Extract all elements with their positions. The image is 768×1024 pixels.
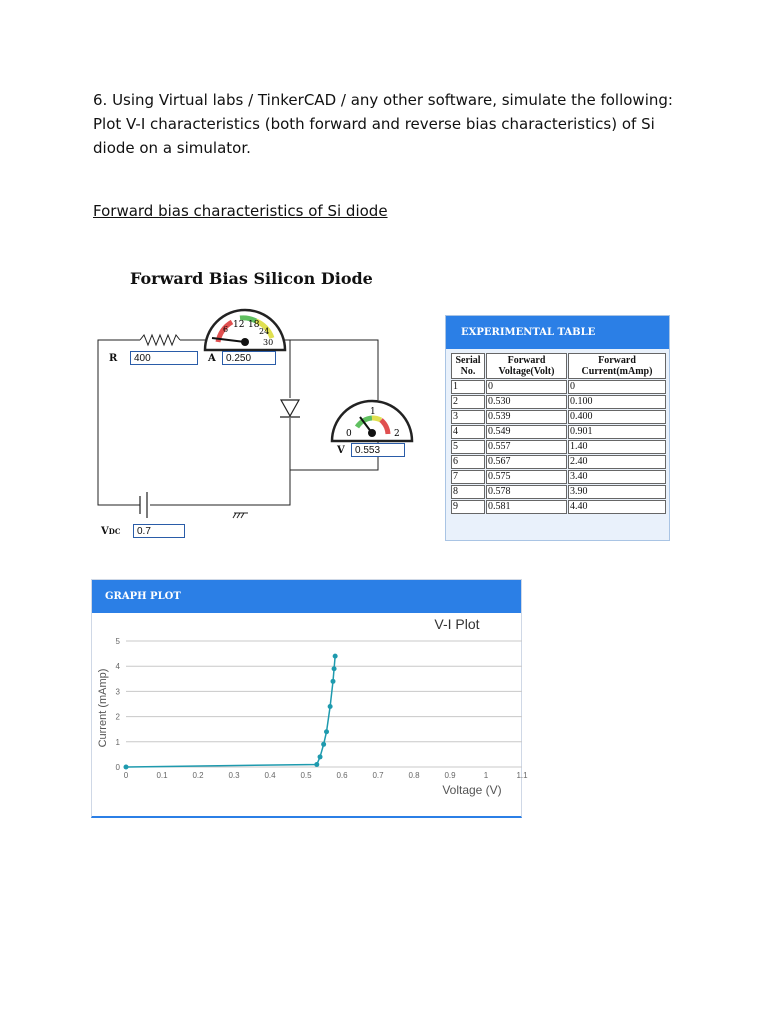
header-voltage-l2: Voltage(Volt) xyxy=(498,366,555,377)
ammeter-value-field: 0.250 xyxy=(222,351,276,365)
cell-current: 0.100 xyxy=(568,395,666,409)
cell-current: 3.40 xyxy=(568,470,666,484)
cell-serial: 7 xyxy=(451,470,485,484)
cell-voltage: 0.567 xyxy=(486,455,567,469)
cell-serial: 2 xyxy=(451,395,485,409)
ground-icon xyxy=(233,513,248,518)
y-tick-label: 0 xyxy=(115,763,120,772)
source-value-field[interactable]: 0.7 xyxy=(133,524,185,538)
cell-voltage: 0.581 xyxy=(486,500,567,514)
cell-current: 2.40 xyxy=(568,455,666,469)
table-row xyxy=(451,470,666,484)
header-current-l1: Forward xyxy=(598,355,636,366)
resistor-value-field[interactable]: 400 xyxy=(130,351,198,365)
x-tick-label: 1 xyxy=(483,771,489,780)
data-point xyxy=(321,742,326,747)
cell-voltage: 0.557 xyxy=(486,440,567,454)
y-tick-label: 3 xyxy=(115,687,120,697)
chart-ylabel: Current (mAmp) xyxy=(97,668,109,748)
x-tick-label: 0.4 xyxy=(264,771,276,780)
source-label-v: V xyxy=(101,526,109,537)
data-point xyxy=(328,704,333,709)
source-label-sub: DC xyxy=(108,527,121,536)
header-serial-l1: Serial xyxy=(455,355,481,366)
table-row xyxy=(451,380,666,394)
y-tick-label: 1 xyxy=(115,737,120,747)
question-line-1: 6. Using Virtual labs / TinkerCAD / any other software, simulate the following: xyxy=(93,91,673,109)
question-line-3: diode on a simulator. xyxy=(93,139,251,157)
resistor-label: R xyxy=(109,353,118,364)
header-current xyxy=(568,353,666,379)
x-tick-label: 0 xyxy=(123,771,129,780)
table-row xyxy=(451,485,666,499)
vi-chart xyxy=(92,613,528,816)
data-point xyxy=(324,729,329,734)
experimental-table xyxy=(450,352,667,515)
x-tick-label: 0.2 xyxy=(192,771,204,780)
cell-current: 3.90 xyxy=(568,485,666,499)
ammeter-scale-6: 6 xyxy=(223,325,229,334)
voltmeter-scale-2: 2 xyxy=(394,429,400,439)
voltmeter-label: V xyxy=(337,445,345,456)
table-row xyxy=(451,500,666,514)
source-label xyxy=(101,526,120,537)
x-tick-label: 0.5 xyxy=(300,771,312,780)
graph-panel xyxy=(91,579,528,818)
x-tick-label: 0.9 xyxy=(444,771,456,780)
cell-serial: 1 xyxy=(451,380,485,394)
ammeter-scale-30: 30 xyxy=(263,338,274,347)
data-point xyxy=(332,666,337,671)
table-title: EXPERIMENTAL TABLE xyxy=(446,316,669,349)
cell-current: 1.40 xyxy=(568,440,666,454)
diode-icon xyxy=(280,400,300,417)
x-tick-label: 0.3 xyxy=(228,771,240,780)
ammeter-scale-18: 18 xyxy=(248,320,260,330)
cell-serial: 4 xyxy=(451,425,485,439)
data-point xyxy=(331,679,336,684)
cell-voltage: 0.578 xyxy=(486,485,567,499)
cell-voltage: 0.539 xyxy=(486,410,567,424)
section-subheading: Forward bias characteristics of Si diode xyxy=(93,202,388,220)
header-current-l2: Current(mAmp) xyxy=(581,366,653,377)
cell-serial: 8 xyxy=(451,485,485,499)
cell-serial: 9 xyxy=(451,500,485,514)
resistor-icon xyxy=(140,335,180,345)
cell-current: 0.400 xyxy=(568,410,666,424)
voltmeter-scale-1: 1 xyxy=(370,407,376,417)
ammeter-scale-12: 12 xyxy=(233,320,245,330)
cell-voltage: 0.530 xyxy=(486,395,567,409)
cell-current: 0 xyxy=(568,380,666,394)
chart-xlabel: Voltage (V) xyxy=(442,783,502,797)
header-serial-l2: No. xyxy=(460,366,476,377)
cell-voltage: 0.575 xyxy=(486,470,567,484)
table-row xyxy=(451,440,666,454)
y-tick-label: 4 xyxy=(115,662,120,672)
question-line-2: Plot V-I characteristics (both forward and reverse bias characteristics) of Si xyxy=(93,115,655,133)
data-point xyxy=(333,654,338,659)
x-tick-label: 0.1 xyxy=(156,771,168,780)
chart-title: V-I Plot xyxy=(434,616,480,632)
table-row xyxy=(451,425,666,439)
data-point xyxy=(124,765,129,770)
graph-header: GRAPH PLOT xyxy=(92,580,521,613)
cell-serial: 6 xyxy=(451,455,485,469)
header-voltage-l1: Forward xyxy=(507,355,546,366)
y-tick-label: 2 xyxy=(115,712,120,722)
x-tick-label: 0.7 xyxy=(372,771,384,780)
voltmeter-value-field: 0.553 xyxy=(351,443,405,457)
table-row xyxy=(451,395,666,409)
cell-current: 0.901 xyxy=(568,425,666,439)
ammeter-scale-24: 24 xyxy=(259,327,270,336)
cell-serial: 3 xyxy=(451,410,485,424)
table-header-row xyxy=(451,353,666,379)
header-voltage xyxy=(486,353,567,379)
x-tick-label: 1.1 xyxy=(516,771,528,780)
voltmeter-scale-0: 0 xyxy=(346,429,352,439)
data-point xyxy=(314,762,319,767)
cell-current: 4.40 xyxy=(568,500,666,514)
ammeter-label: A xyxy=(208,353,216,364)
x-tick-label: 0.8 xyxy=(408,771,420,780)
table-row xyxy=(451,455,666,469)
series-line xyxy=(126,656,335,767)
cell-serial: 5 xyxy=(451,440,485,454)
table-row xyxy=(451,410,666,424)
header-serial xyxy=(451,353,485,379)
cell-voltage: 0.549 xyxy=(486,425,567,439)
circuit-title: Forward Bias Silicon Diode xyxy=(130,269,373,288)
cell-voltage: 0 xyxy=(486,380,567,394)
battery-icon xyxy=(140,492,147,518)
data-point xyxy=(318,754,323,759)
y-tick-label: 5 xyxy=(115,637,120,646)
x-tick-label: 0.6 xyxy=(336,771,348,780)
experimental-table-panel xyxy=(445,315,670,541)
